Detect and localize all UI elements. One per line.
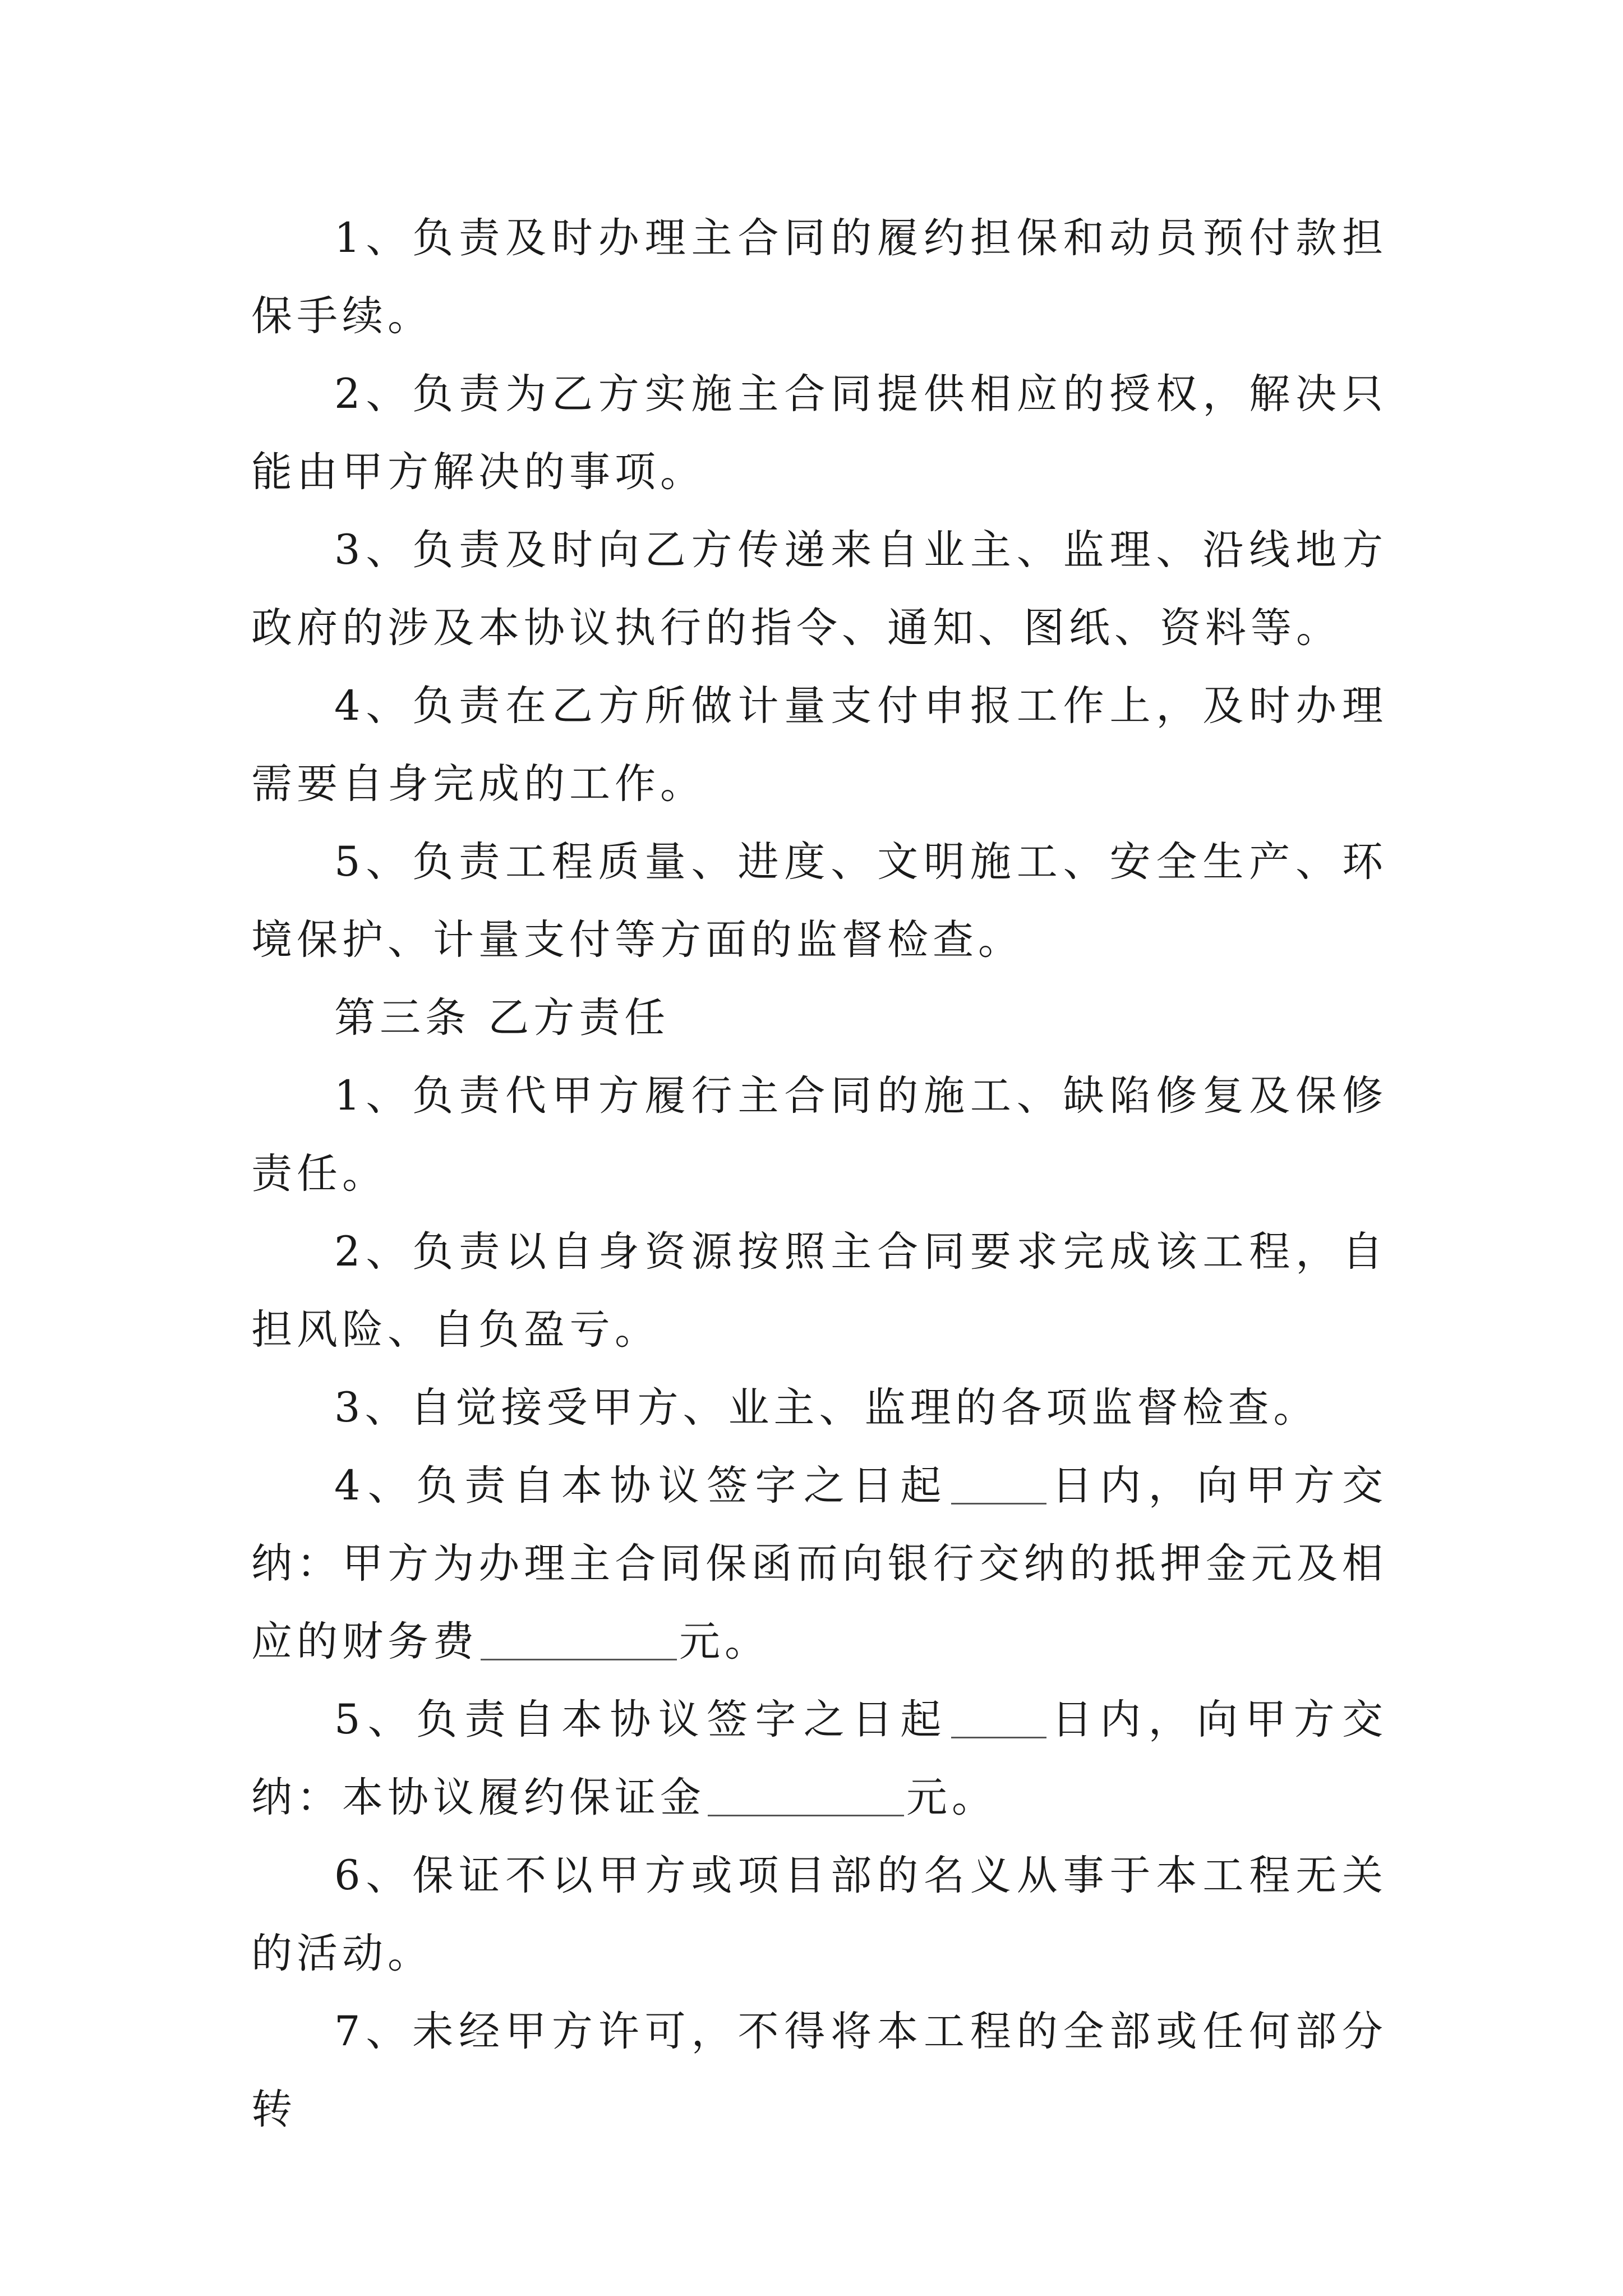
paragraph-party-b-4-part3: 元。 xyxy=(679,1618,770,1665)
finance-fee-blank-field xyxy=(481,1616,677,1660)
paragraph-party-b-5-part1: 5、负责自本协议签字之日起 xyxy=(334,1696,949,1743)
paragraph-party-a-4: 4、负责在乙方所做计量支付申报工作上，及时办理需要自身完成的工作。 xyxy=(251,682,1387,808)
paragraph-party-a-2: 2、负责为乙方实施主合同提供相应的授权，解决只能由甲方解决的事项。 xyxy=(251,370,1387,496)
paragraph-party-b-4-part2: 日内，向甲方交纳：甲方为办理主合同保函而向银行交纳的抵押金元及相应的财务费 xyxy=(251,1462,1387,1665)
paragraph-party-a-3: 3、负责及时向乙方传递来自业主、监理、沿线地方政府的涉及本协议执行的指令、通知、图纸、资料等。 xyxy=(251,526,1387,652)
days-blank-field-2 xyxy=(951,1694,1046,1738)
paragraph-party-b-3: 3、自觉接受甲方、业主、监理的各项监督检查。 xyxy=(334,1384,1319,1432)
document-body xyxy=(251,199,1387,2148)
paragraph-party-b-7: 7、未经甲方许可，不得将本工程的全部或任何部分转 xyxy=(251,2008,1387,2133)
paragraph-party-b-1: 1、负责代甲方履行主合同的施工、缺陷修复及保修责任。 xyxy=(251,1072,1387,1198)
days-blank-field xyxy=(951,1460,1046,1504)
paragraph-party-a-1: 1、负责及时办理主合同的履约担保和动员预付款担保手续。 xyxy=(251,214,1387,340)
paragraph-party-b-5-part3: 元。 xyxy=(906,1774,997,1821)
paragraph-party-b-2: 2、负责以自身资源按照主合同要求完成该工程，自担风险、自负盈亏。 xyxy=(251,1228,1387,1354)
section-heading-article-3: 第三条 乙方责任 xyxy=(334,994,670,1042)
paragraph-party-b-4-part1: 4、负责自本协议签字之日起 xyxy=(334,1462,949,1510)
paragraph-party-a-5: 5、负责工程质量、进度、文明施工、安全生产、环境保护、计量支付等方面的监督检查。 xyxy=(251,838,1387,964)
paragraph-party-b-4 xyxy=(251,1447,1387,1681)
deposit-blank-field xyxy=(708,1772,904,1816)
paragraph-party-b-5-part2: 日内，向甲方交纳：本协议履约保证金 xyxy=(251,1696,1387,1821)
paragraph-party-b-6: 6、保证不以甲方或项目部的名义从事于本工程无关的活动。 xyxy=(251,1852,1387,1977)
paragraph-party-b-5 xyxy=(251,1681,1387,1837)
